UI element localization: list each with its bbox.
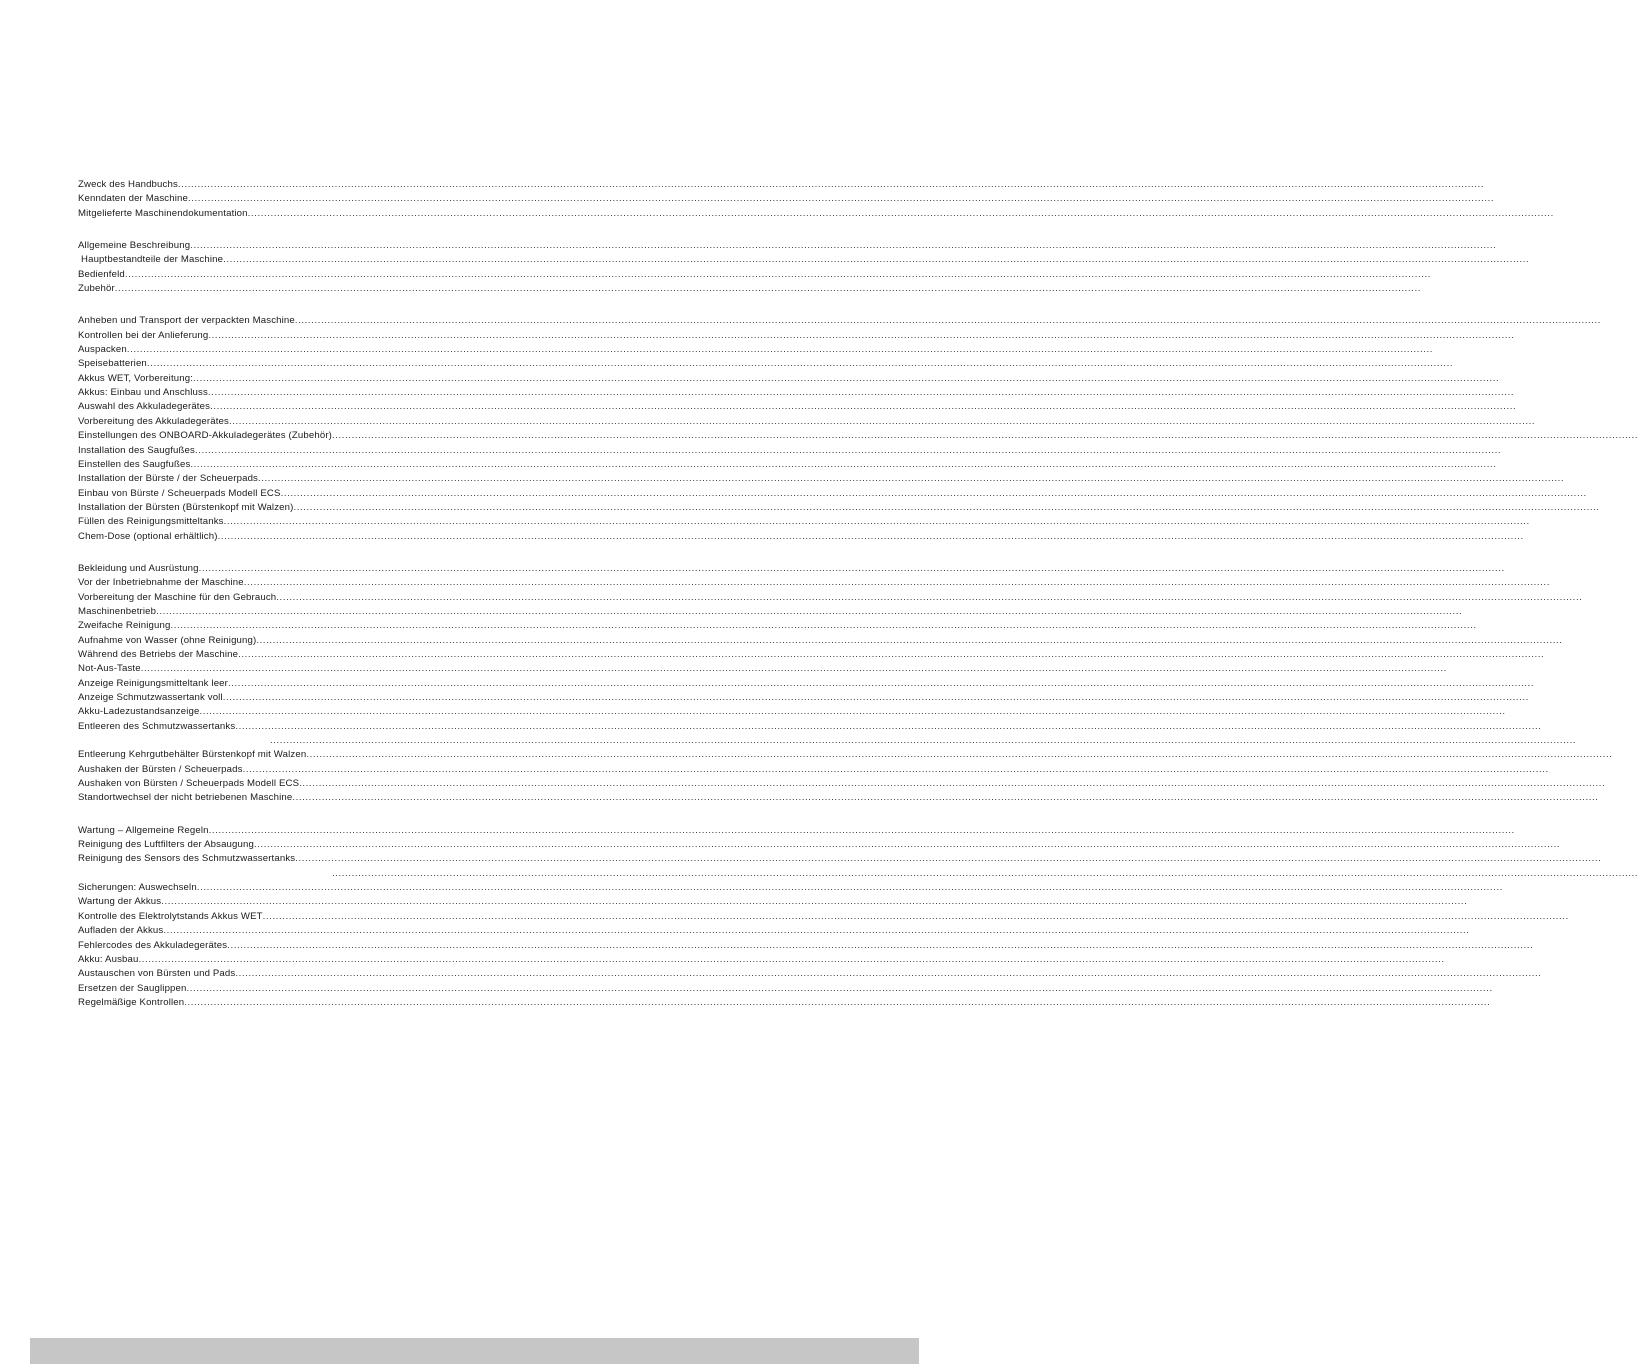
leader-dots: ................................................................................................................................................................................................................................................................................................................................................................................................................ [294,315,1602,327]
leader-dots: ................................................................................................................................................................................................................................................................................................................................................................................................................ [299,778,1606,790]
toc-entry[interactable]: Regelmäßige Kontrollen ................................................................................................................................................................................................................................................................................................................................................................................................................ [78,996,824,1010]
toc-entry[interactable]: Akku-Ladezustandsanzeige ................................................................................................................................................................................................................................................................................................................................................................................................................ [78,705,824,719]
leader-dots: ................................................................................................................................................................................................................................................................................................................................................................................................................ [138,953,1445,965]
leader-dots: ................................................................................................................................................................................................................................................................................................................................................................................................................ [292,792,1599,804]
leader-dots: ................................................................................................................................................................................................................................................................................................................................................................................................................ [126,344,1434,356]
toc-entry[interactable]: Anzeige Schmutzwassertank voll ................................................................................................................................................................................................................................................................................................................................................................................................................ [78,691,824,705]
toc-entry[interactable]: Installation der Bürste / der Scheuerpads ................................................................................................................................................................................................................................................................................................................................................................................................................ [78,472,824,486]
leader-dots: ................................................................................................................................................................................................................................................................................................................................................................................................................ [196,882,1503,894]
toc-entry[interactable]: Not-Aus-Taste ................................................................................................................................................................................................................................................................................................................................................................................................................ [78,662,824,676]
toc-entry[interactable]: Während des Betriebs der Maschine ................................................................................................................................................................................................................................................................................................................................................................................................................ [78,648,824,662]
toc-entry[interactable]: Wartung der Akkus ................................................................................................................................................................................................................................................................................................................................................................................................................ [78,895,824,909]
toc-entry[interactable]: Aushaken der Bürsten / Scheuerpads ................................................................................................................................................................................................................................................................................................................................................................................................................ [78,763,824,777]
toc-entry[interactable]: Einbau von Bürste / Scheuerpads Modell ECS ................................................................................................................................................................................................................................................................................................................................................................................................................ [78,487,824,501]
leader-dots: ................................................................................................................................................................................................................................................................................................................................................................................................................ [170,620,1477,632]
toc-entry[interactable]: Füllen des Reinigungsmitteltanks ................................................................................................................................................................................................................................................................................................................................................................................................................ [78,515,824,529]
leader-dots: ................................................................................................................................................................................................................................................................................................................................................................................................................ [124,268,1432,280]
toc-entry[interactable]: Reinigung des Luftfilters der Absaugung ................................................................................................................................................................................................................................................................................................................................................................................................................ [78,838,824,852]
toc-entry[interactable]: Fehlercodes des Akkuladegerätes ................................................................................................................................................................................................................................................................................................................................................................................................................ [78,939,824,953]
leader-dots: ................................................................................................................................................................................................................................................................................................................................................................................................................ [262,910,1569,922]
leader-dots: ................................................................................................................................................................................................................................................................................................................................................................................................................ [332,867,1638,879]
table-of-contents [78,178,1638,1028]
toc-entry[interactable]: Maschinenbetrieb ................................................................................................................................................................................................................................................................................................................................................................................................................ [78,605,824,619]
toc-entry[interactable]: Entleerung Kehrgutbehälter Bürstenkopf mit Walzen ................................................................................................................................................................................................................................................................................................................................................................................................................ [78,748,824,762]
toc-entry[interactable]: Hauptbestandteile der Maschine ................................................................................................................................................................................................................................................................................................................................................................................................................ [78,253,824,267]
leader-dots: ................................................................................................................................................................................................................................................................................................................................................................................................................ [247,207,1554,219]
toc-entry[interactable]: Bekleidung und Ausrüstung ................................................................................................................................................................................................................................................................................................................................................................................................................ [78,562,824,576]
toc-entry[interactable]: Installation der Bürsten (Bürstenkopf mit Walzen) ................................................................................................................................................................................................................................................................................................................................................................................................................ [78,501,824,515]
toc-entry[interactable]: Zweck des Handbuchs ................................................................................................................................................................................................................................................................................................................................................................................................................ [78,178,824,192]
toc-entry[interactable]: Vorbereitung der Maschine für den Gebrauch ................................................................................................................................................................................................................................................................................................................................................................................................................ [78,591,824,605]
leader-dots: ................................................................................................................................................................................................................................................................................................................................................................................................................ [238,648,1545,660]
toc-entry[interactable]: Reinigung des Sensors des Schmutzwassertanks ................................................................................................................................................................................................................................................................................................................................................................................................................ [78,852,824,866]
leader-dots: ................................................................................................................................................................................................................................................................................................................................................................................................................ [207,387,1515,399]
leader-dots: ................................................................................................................................................................................................................................................................................................................................................................................................................ [270,735,1577,747]
leader-dots: ................................................................................................................................................................................................................................................................................................................................................................................................................ [190,458,1497,470]
toc-entry[interactable]: Allgemeine Beschreibung ................................................................................................................................................................................................................................................................................................................................................................................................................ [78,239,824,253]
toc-group [78,314,1638,544]
toc-entry[interactable]: Sicherungen: Auswechseln ................................................................................................................................................................................................................................................................................................................................................................................................................ [78,881,824,895]
toc-group [78,562,1613,806]
leader-dots: ................................................................................................................................................................................................................................................................................................................................................................................................................ [194,444,1502,456]
toc-group [78,178,1554,221]
toc-entry[interactable]: Aufladen der Akkus ................................................................................................................................................................................................................................................................................................................................................................................................................ [78,924,824,938]
toc-entry[interactable]: Installation des Saugfußes ................................................................................................................................................................................................................................................................................................................................................................................................................ [78,444,824,458]
leader-dots: ................................................................................................................................................................................................................................................................................................................................................................................................................ [306,749,1613,761]
leader-dots: ................................................................................................................................................................................................................................................................................................................................................................................................................ [208,329,1515,341]
leader-dots: ................................................................................................................................................................................................................................................................................................................................................................................................................ [223,516,1530,528]
leader-dots: ................................................................................................................................................................................................................................................................................................................................................................................................................ [223,254,1530,266]
toc-entry[interactable]: Akku: Ausbau ................................................................................................................................................................................................................................................................................................................................................................................................................ [78,953,824,967]
leader-dots: ................................................................................................................................................................................................................................................................................................................................................................................................................ [217,530,1524,542]
toc-entry[interactable]: Austauschen von Bürsten und Pads ................................................................................................................................................................................................................................................................................................................................................................................................................ [78,967,824,981]
leader-dots: ................................................................................................................................................................................................................................................................................................................................................................................................................ [190,240,1497,252]
leader-dots: ................................................................................................................................................................................................................................................................................................................................................................................................................ [295,853,1602,865]
toc-entry-blank [78,867,1638,881]
leader-dots: ................................................................................................................................................................................................................................................................................................................................................................................................................ [161,896,1468,908]
toc-entry[interactable]: Wartung – Allgemeine Regeln ................................................................................................................................................................................................................................................................................................................................................................................................................ [78,824,824,838]
leader-dots: ................................................................................................................................................................................................................................................................................................................................................................................................................ [193,372,1500,384]
leader-dots: ................................................................................................................................................................................................................................................................................................................................................................................................................ [254,839,1561,851]
toc-entry[interactable]: Mitgelieferte Maschinendokumentation ................................................................................................................................................................................................................................................................................................................................................................................................................ [78,207,824,221]
toc-group [78,239,1530,296]
toc-entry[interactable]: Chem-Dose (optional erhältlich) ................................................................................................................................................................................................................................................................................................................................................................................................................ [78,530,824,544]
leader-dots: ................................................................................................................................................................................................................................................................................................................................................................................................................ [140,663,1447,675]
leader-dots: ................................................................................................................................................................................................................................................................................................................................................................................................................ [332,430,1638,442]
leader-dots: ................................................................................................................................................................................................................................................................................................................................................................................................................ [146,358,1454,370]
leader-dots: ................................................................................................................................................................................................................................................................................................................................................................................................................ [184,996,1491,1008]
toc-entry[interactable]: Zweifache Reinigung ................................................................................................................................................................................................................................................................................................................................................................................................................ [78,619,824,633]
leader-dots: ................................................................................................................................................................................................................................................................................................................................................................................................................ [258,473,1565,485]
leader-dots: ................................................................................................................................................................................................................................................................................................................................................................................................................ [114,283,1421,295]
leader-dots: ................................................................................................................................................................................................................................................................................................................................................................................................................ [199,706,1506,718]
leader-dots: ................................................................................................................................................................................................................................................................................................................................................................................................................ [187,193,1495,205]
toc-entry[interactable]: Speisebatterien ................................................................................................................................................................................................................................................................................................................................................................................................................ [78,357,824,371]
toc-entry[interactable]: Vor der Inbetriebnahme der Maschine ................................................................................................................................................................................................................................................................................................................................................................................................................ [78,576,824,590]
toc-entry[interactable]: Aufnahme von Wasser (ohne Reinigung) ................................................................................................................................................................................................................................................................................................................................................................................................................ [78,634,824,648]
toc-entry[interactable]: Kontrollen bei der Anlieferung ................................................................................................................................................................................................................................................................................................................................................................................................................ [78,329,824,343]
leader-dots: ................................................................................................................................................................................................................................................................................................................................................................................................................ [228,415,1536,427]
leader-dots: ................................................................................................................................................................................................................................................................................................................................................................................................................ [210,401,1517,413]
toc-entry[interactable]: Entleeren des Schmutzwassertanks ................................................................................................................................................................................................................................................................................................................................................................................................................ [78,720,824,734]
leader-dots: ................................................................................................................................................................................................................................................................................................................................................................................................................ [235,968,1542,980]
leader-dots: ................................................................................................................................................................................................................................................................................................................................................................................................................ [198,562,1505,574]
toc-entry[interactable]: Auspacken ................................................................................................................................................................................................................................................................................................................................................................................................................ [78,343,824,357]
toc-entry[interactable]: Bedienfeld ................................................................................................................................................................................................................................................................................................................................................................................................................ [78,268,824,282]
toc-group [78,824,1638,1010]
toc-entry-blank [78,734,1577,748]
leader-dots: ................................................................................................................................................................................................................................................................................................................................................................................................................ [243,577,1550,589]
leader-dots: ................................................................................................................................................................................................................................................................................................................................................................................................................ [156,605,1463,617]
toc-entry[interactable]: Vorbereitung des Akkuladegerätes ................................................................................................................................................................................................................................................................................................................................................................................................................ [78,415,824,429]
toc-entry[interactable]: Einstellungen des ONBOARD-Akkuladegerätes (Zubehör) ................................................................................................................................................................................................................................................................................................................................................................................................................ [78,429,824,443]
toc-entry[interactable]: Anheben und Transport der verpackten Maschine ................................................................................................................................................................................................................................................................................................................................................................................................................ [78,314,824,328]
toc-entry[interactable]: Akkus: Einbau und Anschluss ................................................................................................................................................................................................................................................................................................................................................................................................................ [78,386,824,400]
leader-dots: ................................................................................................................................................................................................................................................................................................................................................................................................................ [228,677,1535,689]
leader-dots: ................................................................................................................................................................................................................................................................................................................................................................................................................ [177,179,1485,190]
leader-dots: ................................................................................................................................................................................................................................................................................................................................................................................................................ [276,591,1583,603]
footer-bar [30,1338,919,1364]
leader-dots: ................................................................................................................................................................................................................................................................................................................................................................................................................ [186,982,1493,994]
leader-dots: ................................................................................................................................................................................................................................................................................................................................................................................................................ [208,824,1515,836]
toc-entry[interactable]: Zubehör ................................................................................................................................................................................................................................................................................................................................................................................................................ [78,282,824,296]
leader-dots: ................................................................................................................................................................................................................................................................................................................................................................................................................ [235,720,1542,732]
toc-entry[interactable]: Standortwechsel der nicht betriebenen Maschine ................................................................................................................................................................................................................................................................................................................................................................................................................ [78,791,824,805]
leader-dots: ................................................................................................................................................................................................................................................................................................................................................................................................................ [222,692,1529,703]
toc-entry[interactable]: Kontrolle des Elektrolytstands Akkus WET ................................................................................................................................................................................................................................................................................................................................................................................................................ [78,910,824,924]
toc-entry[interactable]: Anzeige Reinigungsmitteltank leer ................................................................................................................................................................................................................................................................................................................................................................................................................ [78,677,824,691]
toc-entry[interactable]: Ersetzen der Sauglippen ................................................................................................................................................................................................................................................................................................................................................................................................................ [78,982,824,996]
leader-dots: ................................................................................................................................................................................................................................................................................................................................................................................................................ [280,487,1587,499]
toc-entry[interactable]: Aushaken von Bürsten / Scheuerpads Modell ECS ................................................................................................................................................................................................................................................................................................................................................................................................................ [78,777,824,791]
toc-entry[interactable]: Kenndaten der Maschine ................................................................................................................................................................................................................................................................................................................................................................................................................ [78,192,824,206]
toc-entry[interactable]: Einstellen des Saugfußes ................................................................................................................................................................................................................................................................................................................................................................................................................ [78,458,824,472]
leader-dots: ................................................................................................................................................................................................................................................................................................................................................................................................................ [227,939,1534,951]
leader-dots: ................................................................................................................................................................................................................................................................................................................................................................................................................ [256,634,1563,646]
toc-entry[interactable]: Auswahl des Akkuladegerätes ................................................................................................................................................................................................................................................................................................................................................................................................................ [78,400,824,414]
toc-entry[interactable]: Akkus WET, Vorbereitung: ................................................................................................................................................................................................................................................................................................................................................................................................................ [78,372,824,386]
leader-dots: ................................................................................................................................................................................................................................................................................................................................................................................................................ [242,763,1549,775]
leader-dots: ................................................................................................................................................................................................................................................................................................................................................................................................................ [163,925,1470,937]
leader-dots: ................................................................................................................................................................................................................................................................................................................................................................................................................ [293,501,1600,513]
